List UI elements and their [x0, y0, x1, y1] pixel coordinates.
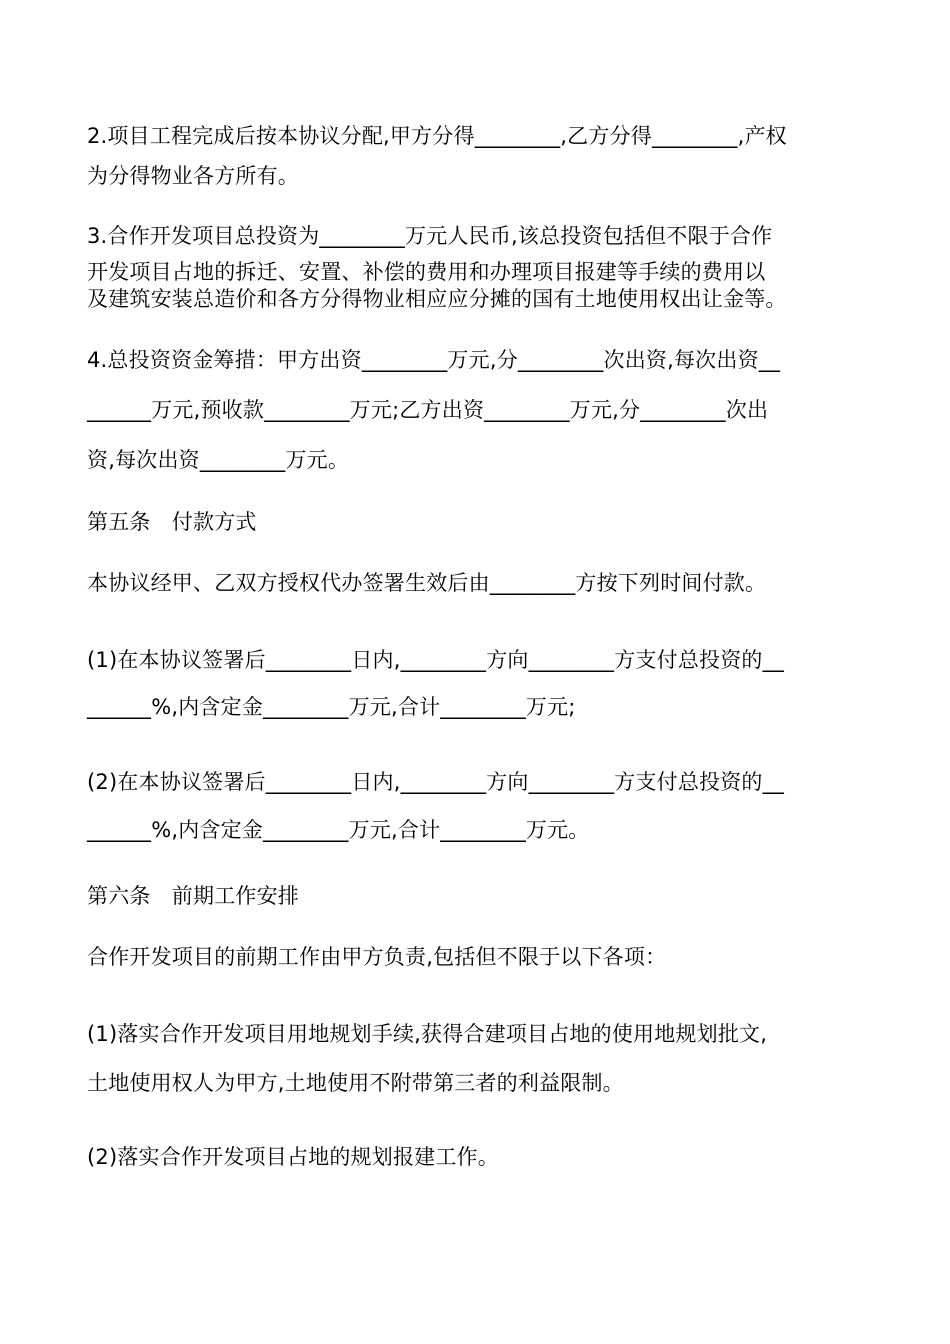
clause-3-line-1: 3.合作开发项目总投资为________万元人民币,该总投资包括但不限于合作	[87, 224, 773, 248]
clause-4-line-2: ______万元,预收款________万元;乙方出资________万元,分________次出	[87, 398, 769, 422]
article-6-intro: 合作开发项目的前期工作由甲方负责,包括但不限于以下各项：	[87, 945, 667, 969]
article-5-heading: 第五条 付款方式	[87, 510, 257, 534]
payment-2-line-1: (2)在本协议签署后________日内,________方向________方支付总投资的__	[87, 770, 785, 794]
clause-4-line-3: 资,每次出资________万元。	[87, 448, 350, 472]
clause-3-line-2: 开发项目占地的拆迁、安置、补偿的费用和办理项目报建等手续的费用以	[87, 260, 766, 284]
clause-2-line-1: 2.项目工程完成后按本协议分配,甲方分得________,乙方分得________,产权	[87, 124, 787, 148]
article-6-heading: 第六条 前期工作安排	[87, 884, 299, 908]
payment-1-line-2: ______%,内含定金________万元,合计________万元;	[87, 695, 576, 719]
task-2-line-1: (2)落实合作开发项目占地的规划报建工作。	[87, 1145, 499, 1169]
payment-2-line-2: ______%,内含定金________万元,合计________万元。	[87, 818, 590, 842]
clause-4-line-1: 4.总投资资金筹措：甲方出资________万元,分________次出资,每次出资__	[87, 348, 781, 372]
payment-1-line-1: (1)在本协议签署后________日内,________方向________方支付总投资的__	[87, 648, 785, 672]
clause-3-line-3: 及建筑安装总造价和各方分得物业相应应分摊的国有土地使用权出让金等。	[87, 287, 787, 311]
article-5-intro: 本协议经甲、乙双方授权代办签署生效后由________方按下列时间付款。	[87, 571, 767, 595]
task-1-line-1: (1)落实合作开发项目用地规划手续,获得合建项目占地的使用地规划批文,	[87, 1022, 768, 1046]
task-1-line-2: 土地使用权人为甲方,土地使用不附带第三者的利益限制。	[87, 1071, 624, 1095]
clause-2-line-2: 为分得物业各方所有。	[87, 164, 299, 188]
